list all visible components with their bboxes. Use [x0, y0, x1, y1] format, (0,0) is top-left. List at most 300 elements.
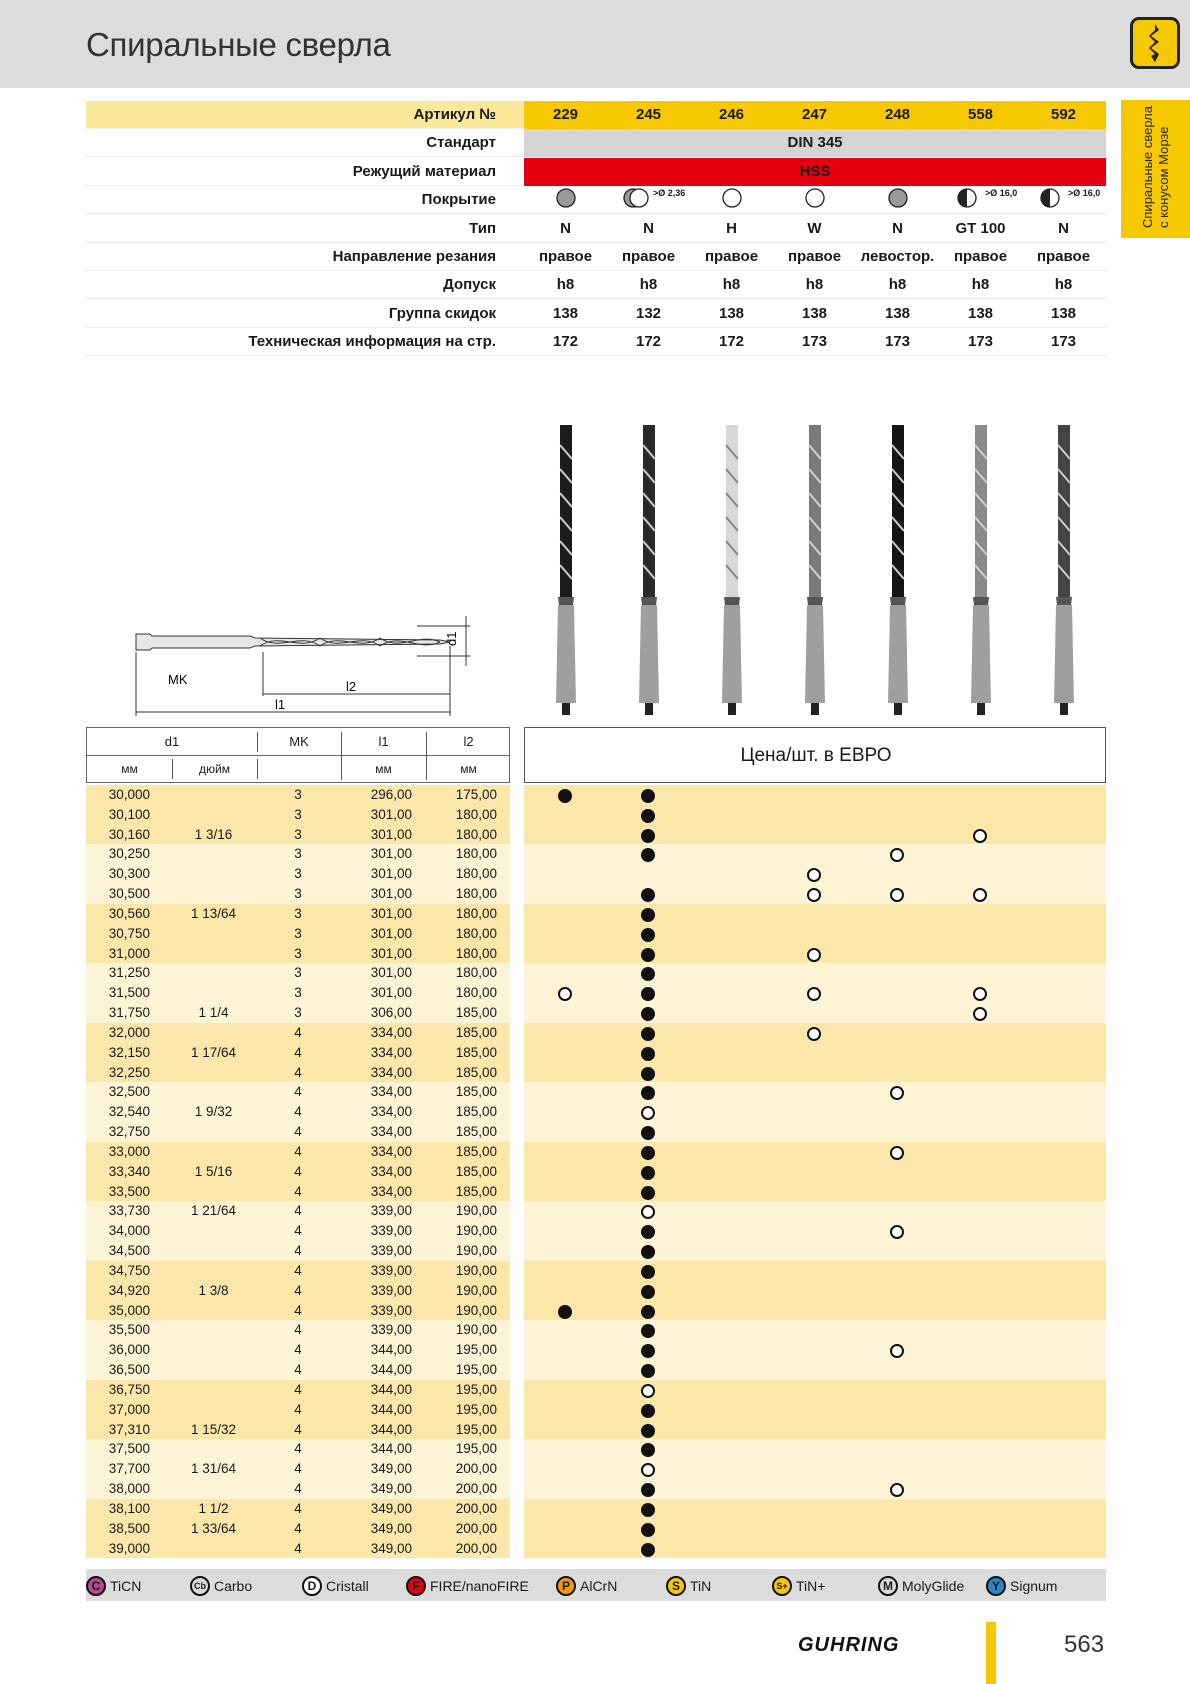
spec-label: Артикул №	[413, 106, 496, 123]
cell-inch	[171, 1301, 256, 1321]
cell-mk: 4	[294, 1500, 302, 1516]
cell-inch	[171, 785, 256, 805]
cell-mk: 4	[294, 1441, 302, 1457]
spec-value: h8	[805, 276, 824, 294]
cell-l2: 190,00	[455, 1262, 497, 1278]
cell-l1: 344,00	[370, 1342, 412, 1358]
cell-inch	[171, 1539, 256, 1559]
spec-label: Режущий материал	[352, 162, 496, 180]
availability-dot-stock	[641, 1424, 655, 1438]
spec-value: N	[1058, 219, 1069, 237]
spec-value: 138	[801, 304, 828, 322]
coating-icon	[524, 186, 607, 214]
table-row	[86, 1102, 1106, 1122]
cell-l2: 195,00	[455, 1362, 497, 1378]
price-header	[524, 727, 1106, 783]
cell-l2: 195,00	[455, 1401, 497, 1417]
table-row	[86, 1003, 1106, 1023]
cell-l2: 180,00	[455, 905, 497, 921]
cell-l1: 339,00	[370, 1243, 412, 1259]
cell-d1: 31,750	[108, 1005, 150, 1021]
drill-logo-icon	[1130, 17, 1180, 69]
coating-badge-icon: Y	[986, 1576, 1006, 1596]
table-row	[86, 1539, 1106, 1559]
table-row	[86, 1043, 1106, 1063]
cell-mk: 3	[294, 965, 302, 981]
section-tab-line-2: с конусом Морзе	[1155, 126, 1171, 228]
table-row	[86, 1241, 1106, 1261]
table-row	[86, 1301, 1106, 1321]
availability-dot-stock	[641, 1166, 655, 1180]
spec-value: правое	[704, 248, 759, 265]
dimension-diagram	[120, 616, 470, 716]
cell-mk: 4	[294, 1223, 302, 1239]
cell-l2: 180,00	[455, 806, 497, 822]
cell-l2: 185,00	[455, 1143, 497, 1159]
legend-label: Cristall	[326, 1578, 369, 1594]
cell-inch	[171, 944, 256, 964]
availability-dot-stock	[641, 789, 655, 803]
cell-d1: 31,250	[108, 965, 150, 981]
cell-d1: 33,500	[108, 1183, 150, 1199]
cell-l1: 296,00	[370, 787, 412, 802]
cell-l1: 344,00	[370, 1401, 412, 1417]
table-row	[86, 1162, 1106, 1182]
table-row	[86, 1182, 1106, 1202]
spec-value: 247	[801, 106, 828, 123]
spec-value: 229	[552, 106, 579, 123]
legend-label: TiCN	[110, 1578, 142, 1594]
cell-l1: 339,00	[370, 1203, 412, 1219]
cell-inch	[171, 1082, 256, 1102]
cell-d1: 37,500	[108, 1441, 150, 1457]
cell-inch	[171, 864, 256, 884]
cell-inch	[171, 1063, 256, 1083]
spec-value: правое	[1036, 248, 1091, 265]
cell-inch: 1 3/16	[194, 826, 233, 842]
cell-inch	[171, 1340, 256, 1360]
coating-badge-icon: F	[406, 1576, 426, 1596]
cell-mk: 3	[294, 945, 302, 961]
cell-l2: 180,00	[455, 826, 497, 842]
coating-icon	[939, 186, 1022, 214]
cell-inch	[171, 1380, 256, 1400]
cell-mk: 4	[294, 1481, 302, 1497]
cell-l2: 185,00	[455, 1084, 497, 1100]
cell-l1: 334,00	[370, 1084, 412, 1100]
coating-badge-icon: S+	[772, 1576, 792, 1596]
spec-row	[86, 243, 1106, 271]
cell-inch: 1 31/64	[190, 1461, 237, 1477]
header-unit-inch: дюйм	[199, 762, 230, 776]
diagram-label-d1: d1	[444, 631, 459, 646]
spec-row	[86, 186, 1106, 214]
cell-l1: 301,00	[370, 985, 412, 1001]
spec-value: h8	[556, 276, 575, 294]
cell-d1: 34,750	[108, 1262, 150, 1278]
cell-l2: 180,00	[455, 925, 497, 941]
table-row	[86, 1479, 1106, 1499]
cell-mk: 4	[294, 1401, 302, 1417]
cell-l2: 190,00	[455, 1243, 497, 1259]
availability-dot-stock	[641, 1364, 655, 1378]
spec-value: 138	[967, 304, 994, 322]
cell-l2: 190,00	[455, 1203, 497, 1219]
page-title: Спиральные сверла	[86, 26, 391, 63]
cell-d1: 34,500	[108, 1243, 150, 1259]
cell-mk: 3	[294, 846, 302, 862]
table-row	[86, 1142, 1106, 1162]
spec-value: 558	[967, 106, 994, 123]
cell-l2: 180,00	[455, 985, 497, 1001]
cell-mk: 4	[294, 1243, 302, 1259]
cell-inch: 1 1/2	[198, 1500, 229, 1516]
cell-l2: 185,00	[455, 1183, 497, 1199]
footer-accent	[986, 1622, 996, 1684]
spec-row	[86, 101, 1106, 129]
spec-label: Стандарт	[426, 134, 496, 152]
availability-dot-stock	[641, 1265, 655, 1279]
cell-l2: 195,00	[455, 1441, 497, 1457]
cell-inch	[171, 924, 256, 944]
table-row	[86, 1400, 1106, 1420]
cell-mk: 4	[294, 1183, 302, 1199]
availability-dot-stock	[641, 829, 655, 843]
cell-d1: 36,500	[108, 1362, 150, 1378]
cell-inch	[171, 1400, 256, 1420]
header-mk: MK	[289, 734, 309, 749]
availability-dot-partial	[890, 1146, 904, 1160]
legend-label: Signum	[1010, 1578, 1058, 1594]
spec-row	[86, 215, 1106, 243]
cell-d1: 33,000	[108, 1143, 150, 1159]
cell-inch	[171, 1320, 256, 1340]
spec-label: Техническая информация на стр.	[248, 333, 496, 351]
cell-mk: 4	[294, 1203, 302, 1219]
availability-dot-partial	[807, 948, 821, 962]
spec-row	[86, 129, 1106, 157]
cell-d1: 30,160	[108, 826, 150, 842]
spec-value: 173	[801, 333, 828, 351]
cell-l2: 180,00	[455, 866, 497, 882]
section-tab	[1121, 100, 1190, 238]
cell-l1: 344,00	[370, 1381, 412, 1397]
spec-value: h8	[1054, 276, 1073, 294]
coating-badge-icon: P	[556, 1576, 576, 1596]
cell-d1: 30,560	[108, 905, 150, 921]
availability-dot-stock	[558, 789, 572, 803]
spec-value: h8	[639, 276, 658, 294]
table-row	[86, 944, 1106, 964]
cell-d1: 35,000	[108, 1302, 150, 1318]
cell-mk: 3	[294, 886, 302, 902]
header-l2: l2	[463, 734, 474, 749]
cell-mk: 4	[294, 1302, 302, 1318]
table-row	[86, 1122, 1106, 1142]
cell-l2: 195,00	[455, 1421, 497, 1437]
cell-inch	[171, 805, 256, 825]
cell-l1: 301,00	[370, 905, 412, 921]
coating-note: >Ø 16,0	[1068, 188, 1101, 199]
table-row	[86, 1420, 1106, 1440]
legend-item	[878, 1576, 964, 1596]
table-row	[86, 1261, 1106, 1281]
cell-l1: 301,00	[370, 866, 412, 882]
legend-item	[556, 1576, 617, 1596]
cell-l1: 301,00	[370, 965, 412, 981]
cell-l1: 334,00	[370, 1104, 412, 1120]
section-tab-line-1: Спиральные сверла	[1139, 106, 1155, 228]
availability-dot-stock	[641, 1285, 655, 1299]
cell-l1: 339,00	[370, 1302, 412, 1318]
spec-row	[86, 328, 1106, 356]
page-header	[0, 0, 1190, 88]
cell-d1: 38,000	[108, 1481, 150, 1497]
table-row	[86, 904, 1106, 924]
cell-l1: 301,00	[370, 846, 412, 862]
cell-d1: 37,000	[108, 1401, 150, 1417]
table-row	[86, 1519, 1106, 1539]
cell-d1: 36,750	[108, 1381, 150, 1397]
cell-inch	[171, 1439, 256, 1459]
cell-mk: 4	[294, 1282, 302, 1298]
availability-dot-stock	[641, 1483, 655, 1497]
spec-label: Покрытие	[421, 191, 496, 209]
table-row	[86, 884, 1106, 904]
header-d1: d1	[164, 734, 180, 749]
spec-value: 246	[718, 106, 745, 123]
cell-inch: 1 13/64	[190, 905, 237, 921]
header-unit-l1: мм	[375, 762, 392, 776]
cell-l2: 185,00	[455, 1104, 497, 1120]
cell-mk: 3	[294, 905, 302, 921]
coating-badge-icon: C	[86, 1576, 106, 1596]
legend-item	[986, 1576, 1057, 1596]
drill-images	[524, 425, 1106, 715]
cell-inch	[171, 1221, 256, 1241]
page-number: 563	[1064, 1631, 1105, 1658]
cell-l1: 334,00	[370, 1163, 412, 1179]
cell-mk: 4	[294, 1064, 302, 1080]
coating-legend	[86, 1569, 1106, 1601]
spec-value: 138	[718, 304, 745, 322]
cell-d1: 32,540	[108, 1104, 150, 1120]
spec-value: h8	[722, 276, 741, 294]
spec-row	[86, 300, 1106, 328]
cell-inch: 1 5/16	[194, 1163, 233, 1179]
cell-d1: 30,300	[108, 866, 150, 882]
cell-d1: 32,500	[108, 1084, 150, 1100]
availability-dot-stock	[641, 1146, 655, 1160]
legend-item	[302, 1576, 369, 1596]
drill-image	[878, 425, 918, 715]
cell-l1: 339,00	[370, 1322, 412, 1338]
cell-l1: 344,00	[370, 1421, 412, 1437]
price-header-label: Цена/шт. в ЕВРО	[740, 745, 892, 766]
cell-l1: 334,00	[370, 1064, 412, 1080]
cell-inch	[171, 1023, 256, 1043]
cell-l1: 339,00	[370, 1282, 412, 1298]
cell-mk: 4	[294, 1342, 302, 1358]
cell-mk: 3	[294, 866, 302, 882]
coating-icon	[690, 186, 773, 214]
cell-mk: 3	[294, 787, 302, 802]
cell-l1: 349,00	[370, 1520, 412, 1536]
cell-d1: 38,100	[108, 1500, 150, 1516]
cell-mk: 3	[294, 985, 302, 1001]
header-unit-mm: мм	[121, 762, 138, 776]
cell-mk: 4	[294, 1163, 302, 1179]
table-row	[86, 1023, 1106, 1043]
cell-l1: 339,00	[370, 1223, 412, 1239]
cell-l2: 200,00	[455, 1481, 497, 1497]
availability-dot-stock	[641, 1503, 655, 1517]
spec-value: 173	[967, 333, 994, 351]
cell-inch	[171, 983, 256, 1003]
cell-d1: 30,750	[108, 925, 150, 941]
spec-label: Направление резания	[332, 248, 496, 265]
cell-l1: 301,00	[370, 886, 412, 902]
cell-l2: 200,00	[455, 1540, 497, 1556]
drill-image	[961, 425, 1001, 715]
cell-l2: 190,00	[455, 1282, 497, 1298]
cell-d1: 30,250	[108, 846, 150, 862]
cell-inch	[171, 963, 256, 983]
cell-inch	[171, 1142, 256, 1162]
spec-value: 172	[552, 333, 579, 351]
spec-value: 138	[884, 304, 911, 322]
table-row	[86, 1439, 1106, 1459]
cell-inch	[171, 1241, 256, 1261]
cell-l1: 301,00	[370, 945, 412, 961]
cell-l2: 190,00	[455, 1322, 497, 1338]
cell-l1: 334,00	[370, 1024, 412, 1040]
table-row	[86, 864, 1106, 884]
brand-logo: GUHRING	[798, 1634, 900, 1656]
legend-item	[772, 1576, 825, 1596]
spec-value: 172	[635, 333, 662, 351]
legend-item	[190, 1576, 252, 1596]
cell-inch	[171, 1182, 256, 1202]
dimension-table-header	[86, 727, 510, 783]
table-row	[86, 924, 1106, 944]
cell-d1: 32,250	[108, 1064, 150, 1080]
cell-l1: 334,00	[370, 1124, 412, 1140]
legend-item	[666, 1576, 711, 1596]
availability-dot-stock	[641, 1523, 655, 1537]
cell-inch: 1 15/32	[190, 1421, 237, 1437]
table-row	[86, 1281, 1106, 1301]
availability-dot-stock	[641, 1186, 655, 1200]
cell-d1: 30,000	[108, 787, 150, 802]
coating-icon	[607, 186, 690, 214]
drill-image	[712, 425, 752, 715]
spec-value: 248	[884, 106, 911, 123]
table-row	[86, 983, 1106, 1003]
spec-value: H	[726, 219, 737, 237]
cell-inch	[171, 1479, 256, 1499]
availability-dot-stock	[641, 1067, 655, 1081]
cell-l1: 349,00	[370, 1500, 412, 1516]
spec-value: 132	[635, 304, 662, 322]
cell-inch: 1 3/8	[198, 1282, 229, 1298]
availability-dot-partial	[973, 829, 987, 843]
cell-mk: 3	[294, 925, 302, 941]
spec-value: 173	[884, 333, 911, 351]
table-row	[86, 1360, 1106, 1380]
drill-image	[795, 425, 835, 715]
spec-value: GT 100	[955, 219, 1006, 237]
header-l1: l1	[378, 734, 389, 749]
coating-badge-icon: S	[666, 1576, 686, 1596]
table-row	[86, 785, 1106, 805]
cell-d1: 39,000	[108, 1540, 150, 1556]
table-row	[86, 1380, 1106, 1400]
cell-d1: 37,700	[108, 1461, 150, 1477]
cell-d1: 34,920	[108, 1282, 150, 1298]
availability-dot-stock	[641, 928, 655, 942]
availability-dot-stock	[558, 1305, 572, 1319]
cell-l1: 334,00	[370, 1143, 412, 1159]
cell-l1: 339,00	[370, 1262, 412, 1278]
cell-inch: 1 33/64	[190, 1520, 237, 1536]
coating-badge-icon: M	[878, 1576, 898, 1596]
drill-image	[629, 425, 669, 715]
cell-d1: 38,500	[108, 1520, 150, 1536]
cell-inch	[171, 1261, 256, 1281]
cell-inch: 1 21/64	[190, 1203, 237, 1219]
coating-note: >Ø 16,0	[985, 188, 1018, 199]
cell-mk: 4	[294, 1322, 302, 1338]
coating-icon	[773, 186, 856, 214]
cell-l2: 180,00	[455, 886, 497, 902]
spec-value: левостор.	[860, 248, 935, 265]
table-row	[86, 963, 1106, 983]
cell-d1: 33,730	[108, 1203, 150, 1219]
cell-l2: 200,00	[455, 1461, 497, 1477]
legend-label: FIRE/nanoFIRE	[430, 1578, 529, 1594]
spec-value: 592	[1050, 106, 1077, 123]
spec-value: правое	[538, 248, 593, 265]
cell-l1: 334,00	[370, 1183, 412, 1199]
coating-badge-icon: Cb	[190, 1576, 210, 1596]
coating-badge-icon: D	[302, 1576, 322, 1596]
cell-inch: 1 1/4	[198, 1005, 229, 1021]
spec-value: правое	[953, 248, 1008, 265]
cell-inch	[171, 884, 256, 904]
legend-item	[86, 1576, 141, 1596]
coating-icon	[856, 186, 939, 214]
cell-d1: 36,000	[108, 1342, 150, 1358]
availability-dot-stock	[641, 1404, 655, 1418]
cell-d1: 30,100	[108, 806, 150, 822]
cell-l2: 180,00	[455, 846, 497, 862]
legend-label: TiN	[690, 1578, 712, 1594]
drill-image	[1044, 425, 1084, 715]
cell-l2: 190,00	[455, 1302, 497, 1318]
table-row	[86, 1340, 1106, 1360]
cell-inch	[171, 1360, 256, 1380]
spec-value: 173	[1050, 333, 1077, 351]
legend-item	[406, 1576, 529, 1596]
cell-l2: 190,00	[455, 1223, 497, 1239]
table-row	[86, 825, 1106, 845]
availability-dot-stock	[641, 809, 655, 823]
cell-l1: 301,00	[370, 826, 412, 842]
table-row	[86, 1063, 1106, 1083]
spec-value: 138	[552, 304, 579, 322]
availability-dot-stock	[641, 1027, 655, 1041]
